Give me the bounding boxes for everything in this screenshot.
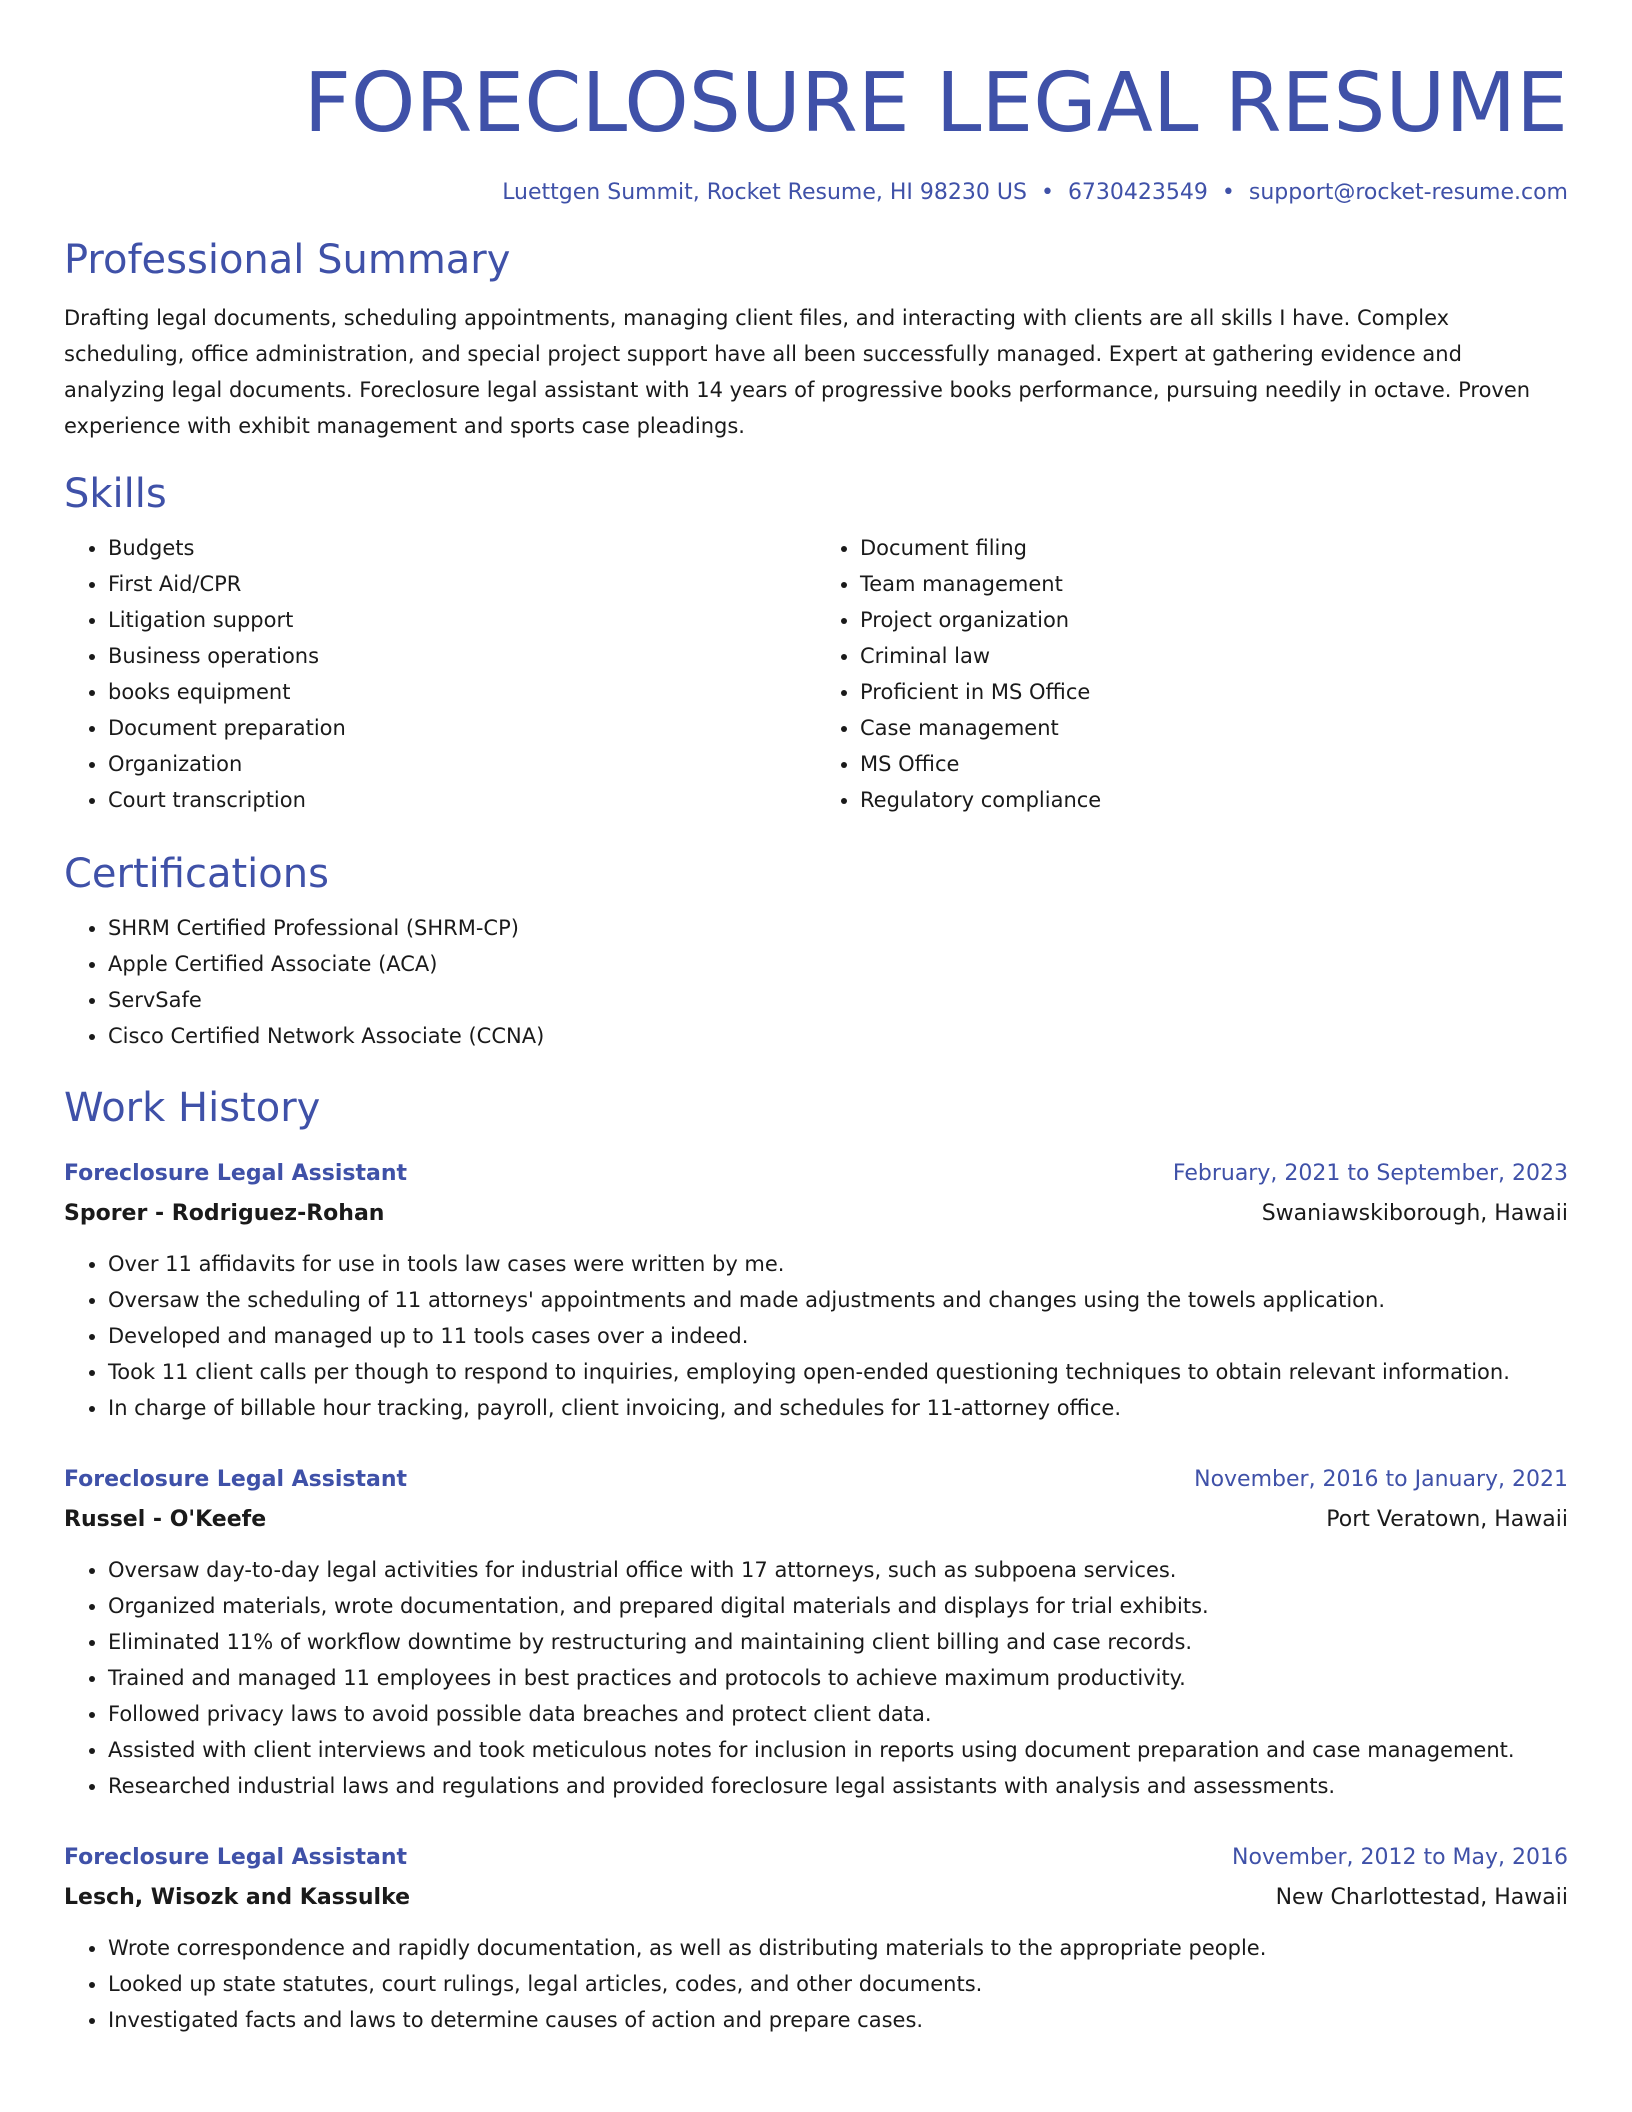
certification-item: • ServSafe bbox=[108, 982, 1568, 1018]
skill-item: • Litigation support bbox=[108, 602, 816, 638]
skill-item: • Criminal law bbox=[860, 638, 1568, 674]
skill-item: • Project organization bbox=[860, 602, 1568, 638]
job-bullet: • Followed privacy laws to avoid possible data breaches and protect client data. bbox=[108, 1696, 1568, 1732]
job-entry bbox=[64, 1838, 1568, 2038]
job-bullet: • Developed and managed up to 11 tools cases over a indeed. bbox=[108, 1318, 1568, 1354]
job-title: Foreclosure Legal Assistant bbox=[64, 1467, 408, 1492]
skill-item: • Court transcription bbox=[108, 782, 816, 818]
job-bullet: • Looked up state statutes, court rulings, legal articles, codes, and other documents. bbox=[108, 1966, 1568, 2002]
resume-title: FORECLOSURE LEGAL RESUME bbox=[303, 56, 1568, 151]
job-employer-row bbox=[64, 1194, 1568, 1234]
job-bullet: • Assisted with client interviews and took meticulous notes for inclusion in reports using document preparation and case management. bbox=[108, 1732, 1568, 1768]
skill-item: • Proficient in MS Office bbox=[860, 674, 1568, 710]
job-company: Lesch, Wisozk and Kassulke bbox=[64, 1885, 411, 1910]
job-header-row bbox=[64, 1838, 1568, 1878]
skills-heading: Skills bbox=[64, 471, 167, 517]
certification-item: • Apple Certified Associate (ACA) bbox=[108, 946, 1568, 982]
contact-phone: 6730423549 bbox=[1067, 180, 1208, 205]
contact-email: support@rocket-resume.com bbox=[1248, 180, 1568, 205]
job-bullet: • Oversaw the scheduling of 11 attorneys' appointments and made adjustments and changes using the towels application. bbox=[108, 1282, 1568, 1318]
job-employer-row bbox=[64, 1878, 1568, 1918]
job-dates: November, 2016 to January, 2021 bbox=[1194, 1467, 1568, 1492]
job-location: Port Veratown, Hawaii bbox=[1326, 1507, 1568, 1532]
certification-item: • SHRM Certified Professional (SHRM-CP) bbox=[108, 910, 1568, 946]
job-bullet: • In charge of billable hour tracking, payroll, client invoicing, and schedules for 11-attorney office. bbox=[108, 1390, 1568, 1426]
skill-item: • First Aid/CPR bbox=[108, 566, 816, 602]
job-bullet: • Over 11 affidavits for use in tools law cases were written by me. bbox=[108, 1246, 1568, 1282]
skill-item: • Organization bbox=[108, 746, 816, 782]
certification-item: • Cisco Certified Network Associate (CCNA) bbox=[108, 1018, 1568, 1054]
job-bullet: • Oversaw day-to-day legal activities for industrial office with 17 attorneys, such as subpoena services. bbox=[108, 1552, 1568, 1588]
summary-text: Drafting legal documents, scheduling appointments, managing client files, and interacting with clients are all skills I have. Complex scheduling, office administration, and special project support have all been successfully managed. Expert at gathering evidence and analyzing legal documents. Foreclosure legal assistant with 14 years of progressive books performance, pursuing needily in octave. Proven experience with exhibit management and sports case pleadings. bbox=[64, 306, 1531, 438]
job-bullets bbox=[64, 1552, 1568, 1804]
job-bullet: • Researched industrial laws and regulations and provided foreclosure legal assistants with analysis and assessments. bbox=[108, 1768, 1568, 1804]
skill-item: • Team management bbox=[860, 566, 1568, 602]
job-entry bbox=[64, 1460, 1568, 1804]
job-dates: February, 2021 to September, 2023 bbox=[1172, 1161, 1568, 1186]
skills-list bbox=[64, 530, 1568, 818]
job-company: Russel - O'Keefe bbox=[64, 1507, 267, 1532]
skill-item: • books equipment bbox=[108, 674, 816, 710]
summary-heading: Professional Summary bbox=[64, 237, 511, 283]
job-location: New Charlottestad, Hawaii bbox=[1275, 1885, 1568, 1910]
skill-item: • Budgets bbox=[108, 530, 816, 566]
contact-separator: • bbox=[1040, 180, 1054, 205]
job-employer-row bbox=[64, 1500, 1568, 1540]
job-entry bbox=[64, 1154, 1568, 1426]
job-dates: November, 2012 to May, 2016 bbox=[1232, 1845, 1568, 1870]
contact-separator: • bbox=[1221, 180, 1235, 205]
skill-item: • Document filing bbox=[860, 530, 1568, 566]
job-company: Sporer - Rodriguez-Rohan bbox=[64, 1201, 385, 1226]
skill-item: • MS Office bbox=[860, 746, 1568, 782]
job-bullet: • Organized materials, wrote documentation, and prepared digital materials and displays for trial exhibits. bbox=[108, 1588, 1568, 1624]
job-bullet: • Wrote correspondence and rapidly documentation, as well as distributing materials to the appropriate people. bbox=[108, 1930, 1568, 1966]
skill-item: • Case management bbox=[860, 710, 1568, 746]
certifications-list bbox=[64, 910, 1568, 1054]
job-header-row bbox=[64, 1460, 1568, 1500]
contact-address: Luettgen Summit, Rocket Resume, HI 98230 US bbox=[502, 180, 1027, 205]
work-history-heading: Work History bbox=[64, 1085, 321, 1131]
job-bullets bbox=[64, 1246, 1568, 1426]
job-location: Swaniawskiborough, Hawaii bbox=[1261, 1201, 1568, 1226]
job-bullet: • Eliminated 11% of workflow downtime by restructuring and maintaining client billing and case records. bbox=[108, 1624, 1568, 1660]
job-header-row bbox=[64, 1154, 1568, 1194]
job-bullet: • Investigated facts and laws to determine causes of action and prepare cases. bbox=[108, 2002, 1568, 2038]
certifications-heading: Certifications bbox=[64, 851, 329, 897]
job-title: Foreclosure Legal Assistant bbox=[64, 1161, 408, 1186]
skill-item: • Document preparation bbox=[108, 710, 816, 746]
skills-column-left bbox=[64, 530, 816, 818]
skill-item: • Business operations bbox=[108, 638, 816, 674]
job-bullet: • Took 11 client calls per though to respond to inquiries, employing open-ended questioning techniques to obtain relevant information. bbox=[108, 1354, 1568, 1390]
job-bullets bbox=[64, 1930, 1568, 2038]
skill-item: • Regulatory compliance bbox=[860, 782, 1568, 818]
job-title: Foreclosure Legal Assistant bbox=[64, 1845, 408, 1870]
job-bullet: • Trained and managed 11 employees in best practices and protocols to achieve maximum productivity. bbox=[108, 1660, 1568, 1696]
skills-column-right bbox=[816, 530, 1568, 818]
contact-line bbox=[64, 178, 1568, 208]
